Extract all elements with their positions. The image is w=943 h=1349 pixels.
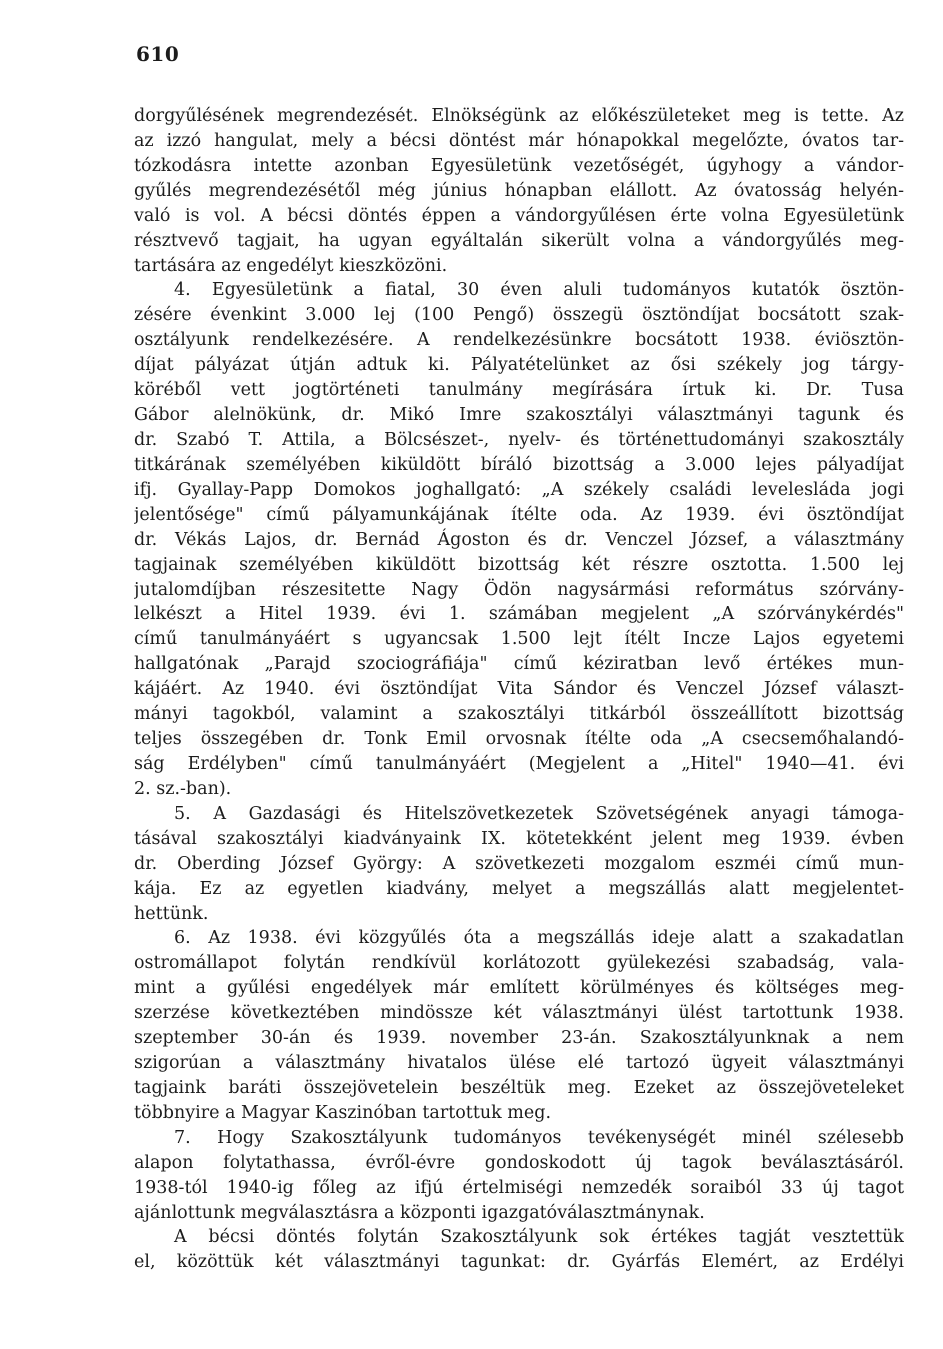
text-line: tagjaink baráti összejövetelein beszéltük meg. Ezeket az összejöveteleket [134, 1077, 904, 1098]
text-line: tózkodásra intette azonban Egyesületünk vezetőségét, úgyhogy a vándor- [134, 155, 904, 176]
text-line: szerzése következtében mindössze két választmányi ülést tartottunk 1938. [134, 1003, 904, 1024]
text-line: 7. Hogy Szakosztályunk tudományos tevékenységét minél szélesebb [174, 1127, 904, 1148]
text-line: titkárának személyében kiküldött bíráló bizottság a 3.000 lejes pályadíjat [134, 454, 904, 475]
text-line: alapon folytathassa, évről-évre gondoskodott új tagok beválasztásáról. [134, 1152, 904, 1173]
text-line: dr. Szabó T. Attila, a Bölcsészet-, nyelv- és történettudományi szakosztály [134, 429, 904, 450]
text-line: dorgyűlésének megrendezését. Elnökségünk az előkészületeket meg is tette. Az [134, 106, 904, 126]
text-line: jelentősége" című pályamunkájának ítélte oda. Az 1939. évi ösztöndíjat [134, 504, 904, 525]
text-line: szigorúan a választmány hivatalos ülése elé tartozó ügyeit választmányi [134, 1053, 904, 1074]
text-line: való is vol. A bécsi döntés éppen a vándorgyűlésen érte volna Egyesületünk [134, 205, 904, 226]
text-line: díjat pályázat útján adtuk ki. Pályatételünket az ősi székely jog tárgy- [134, 355, 904, 376]
text-line: el, közöttük két választmányi tagunkat: dr. Gyárfás Elemért, az Erdélyi [134, 1252, 904, 1273]
text-line: 6. Az 1938. évi közgyűlés óta a megszállás ideje alatt a szakadatlan [174, 928, 904, 949]
text-line: kájáért. Az 1940. évi ösztöndíjat Vita Sándor és Venczel József választ- [134, 679, 904, 700]
text-line: mint a gyűlési engedélyek már említett körülményes és költséges meg- [134, 978, 904, 999]
text-line: jutalomdíjban részesitette Nagy Ödön nagysármási református szórvány- [134, 579, 904, 600]
text-line: 1938-tól 1940-ig főleg az ifjú értelmiségi nemzedék soraiból 33 új tagot [134, 1177, 904, 1198]
text-line: ajánlottunk megválasztásra a központi igazgatóválasztmánynak. [134, 1202, 705, 1223]
text-line: tásával szakosztályi kiadványaink IX. kötetekként jelent meg 1939. évben [134, 828, 904, 849]
text-line: ifj. Gyallay-Papp Domokos joghallgató: „A székely családi levelesláda jogi [134, 479, 904, 500]
text-line: tartására az engedélyt kieszközöni. [134, 255, 448, 276]
text-line: tagjainak személyében kiküldött bizottság két részre osztotta. 1.500 lej [134, 554, 904, 575]
text-line: Gábor alelnökünk, dr. Mikó Imre szakosztályi választmányi tagunk és [134, 405, 904, 426]
text-line: hettünk. [134, 903, 209, 924]
text-line: teljes összegében dr. Tonk Emil orvosnak ítélte oda „A csecsemőhalandó- [134, 729, 904, 750]
text-line: ostromállapot folytán rendkívül korlátozott gyülekezési szabadság, vala- [134, 953, 904, 974]
text-line: osztályunk rendelkezésére. A rendelkezésünkre bocsátott 1938. éviösztön- [134, 330, 904, 351]
page-number: 610 [136, 42, 180, 66]
text-line: köréből vett jogtörténeti tanulmány megírására írtuk ki. Dr. Tusa [134, 380, 904, 401]
text-line: című tanulmányáért s ugyancsak 1.500 lejt ítélt Incze Lajos egyetemi [134, 629, 904, 650]
text-line: A bécsi döntés folytán Szakosztályunk sok értékes tagját vesztettük [174, 1227, 904, 1248]
text-line: szeptember 30-án és 1939. november 23-án. Szakosztályunknak a nem [134, 1028, 904, 1049]
text-line: az izzó hangulat, mely a bécsi döntést már hónapokkal megelőzte, óvatos tar- [134, 130, 904, 151]
text-line: hallgatónak „Parajd szociográfiája" című kéziratban levő értékes mun- [134, 654, 904, 675]
text-line: zésére évenkint 3.000 lej (100 Pengő) összegü ösztöndíjat bocsátott szak- [134, 305, 904, 326]
text-line: dr. Oberding József György: A szövetkezeti mozgalom eszméi című mun- [134, 853, 904, 874]
text-line: többnyire a Magyar Kaszinóban tartottuk meg. [134, 1102, 552, 1123]
text-line: résztvevő tagjait, ha ugyan egyáltalán sikerült volna a vándorgyűlés meg- [134, 230, 904, 251]
text-line: 4. Egyesületünk a fiatal, 30 éven aluli tudományos kutatók ösztön- [174, 280, 904, 301]
text-line: kája. Ez az egyetlen kiadvány, melyet a megszállás alatt megjelentet- [134, 878, 904, 899]
text-line: dr. Vékás Lajos, dr. Bernád Ágoston és dr. Venczel József, a választmány [134, 529, 904, 550]
text-line: mányi tagokból, valamint a szakosztályi titkárból összeállított bizottság [134, 704, 904, 725]
text-line: 2. sz.-ban). [134, 778, 232, 799]
body-text [134, 104, 904, 1275]
text-line: ság Erdélyben" című tanulmányáért (Megjelent a „Hitel" 1940—41. évi [134, 753, 904, 774]
text-line: 5. A Gazdasági és Hitelszövetkezetek Szövetségének anyagi támoga- [174, 803, 904, 824]
text-line: gyűlés megrendezésétől még június hónapban elállott. Az óvatosság helyén- [134, 180, 904, 201]
text-line: lelkészt a Hitel 1939. évi 1. számában megjelent „A szórványkérdés" [134, 604, 904, 625]
